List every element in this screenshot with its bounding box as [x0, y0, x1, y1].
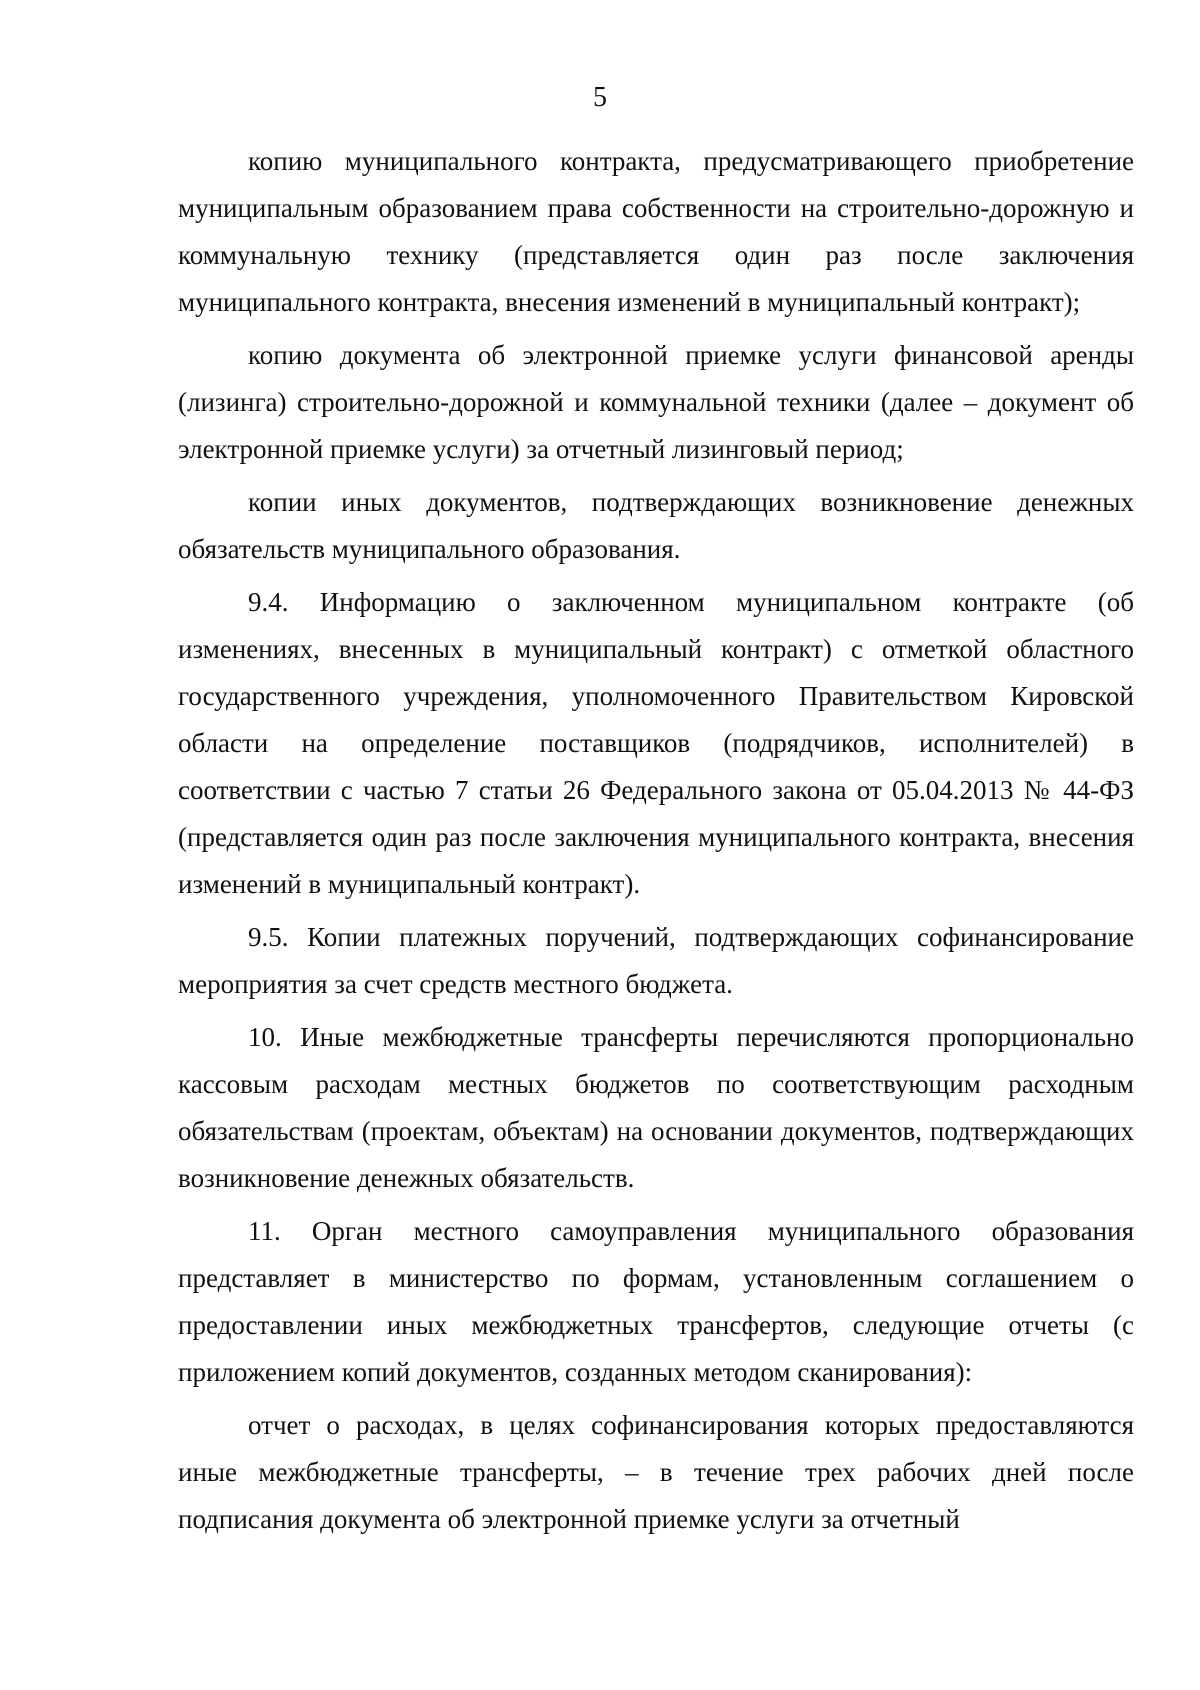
paragraph-9-4: 9.4. Информацию о заключенном муниципальном контракте (об изменениях, внесенных в муниципальный контракт) с отметкой областного государственного учреждения, уполномоченного Правительством Кировской области на определение поставщиков (подрядчиков, исполнителей) в соответствии с частью 7 статьи 26 Федерального закона от 05.04.2013 № 44-ФЗ (представляется один раз после заключения муниципального контракта, внесения изменений в муниципальный контракт).	[178, 587, 1134, 899]
page-number: 5	[593, 82, 607, 113]
paragraph-other-documents: копии иных документов, подтверждающих возникновение денежных обязательств муниципального образования.	[178, 487, 1134, 564]
document-body	[178, 138, 1134, 1549]
paragraph-expense-report: отчет о расходах, в целях софинансирования которых предоставляются иные межбюджетные трансферты, – в течение трех рабочих дней после подписания документа об электронной приемке услуги за отчетный	[178, 1410, 1134, 1534]
paragraph-9-5: 9.5. Копии платежных поручений, подтверждающих софинансирование мероприятия за счет средств местного бюджета.	[178, 922, 1134, 999]
paragraph-10: 10. Иные межбюджетные трансферты перечисляются пропорционально кассовым расходам местных бюджетов по соответствующим расходным обязательствам (проектам, объектам) на основании документов, подтверждающих возникновение денежных обязательств.	[178, 1022, 1134, 1193]
paragraph-contract-copy: копию муниципального контракта, предусматривающего приобретение муниципальным образованием права собственности на строительно-дорожную и коммунальную технику (представляется один раз после заключения муниципального контракта, внесения изменений в муниципальный контракт);	[178, 146, 1134, 317]
paragraph-acceptance-document: копию документа об электронной приемке услуги финансовой аренды (лизинга) строительно-дорожной и коммунальной техники (далее – документ об электронной приемке услуги) за отчетный лизинговый период;	[178, 340, 1134, 464]
paragraph-11: 11. Орган местного самоуправления муниципального образования представляет в министерство по формам, установленным соглашением о предоставлении иных межбюджетных трансфертов, следующие отчеты (с приложением копий документов, созданных методом сканирования):	[178, 1216, 1134, 1387]
